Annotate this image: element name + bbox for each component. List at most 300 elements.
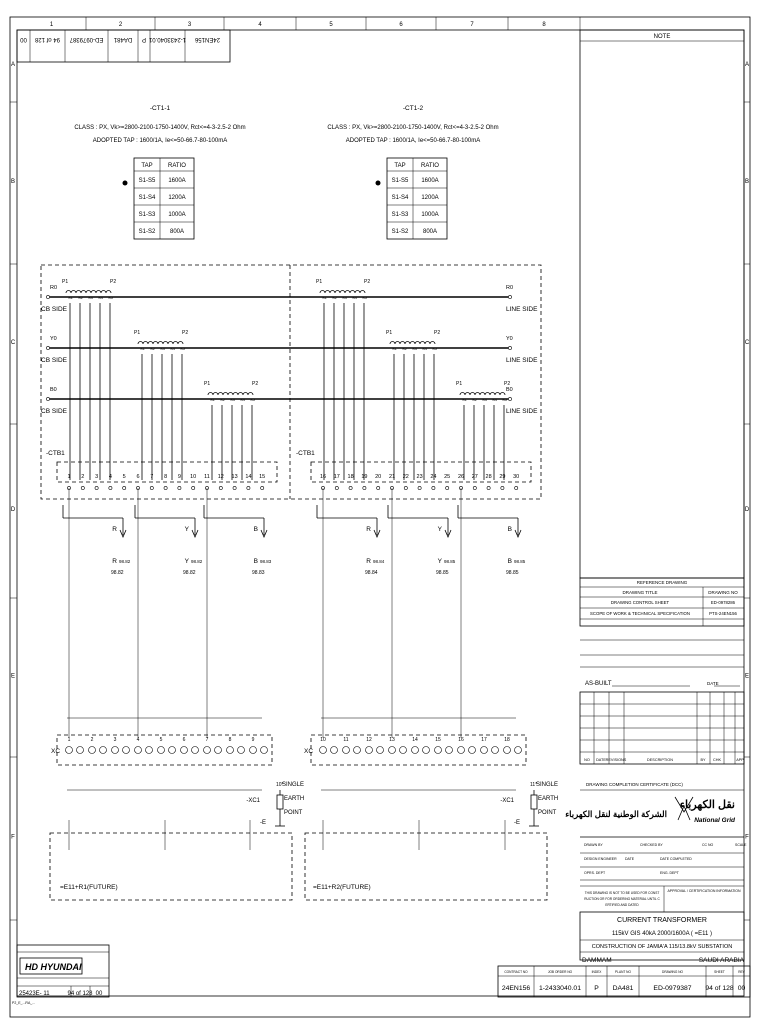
phase-label: Y0 (50, 336, 57, 342)
ref-under: 98.83 (252, 570, 265, 576)
tap-label: S2 (472, 397, 477, 402)
ctb-terminal: 5 (122, 474, 126, 480)
ctb-terminal: 19 (361, 474, 368, 480)
phase-out: R (366, 526, 371, 533)
xc-label: XC (51, 748, 61, 755)
rev-header: DATE (596, 758, 606, 762)
ratio-cell: 1600A (168, 178, 186, 184)
earth-xc: -XC1 (500, 798, 514, 804)
ratio-cell: 800A (169, 229, 185, 235)
row-letter: B (10, 179, 16, 185)
ctb-terminal: 24 (430, 474, 437, 480)
phase-out-label: R (112, 558, 117, 565)
p2-label: P2 (252, 381, 259, 387)
xc-link (469, 747, 476, 754)
location-right: SAUDI ARABIA (698, 957, 744, 964)
ctb-node (473, 486, 476, 489)
xc-link (204, 747, 211, 754)
xc-link (331, 747, 338, 754)
ctb-node (261, 486, 264, 489)
ct-coil (62, 279, 116, 300)
xc-link (215, 747, 222, 754)
ctb-node (178, 486, 181, 489)
xc-link (492, 747, 499, 754)
bus-end (46, 346, 49, 349)
phase-out: Y (437, 526, 442, 533)
ctb-terminal: 10 (190, 474, 197, 480)
xc-link (261, 747, 268, 754)
ratio-cell: 1200A (168, 195, 186, 201)
xc-link (366, 747, 373, 754)
tap-label: S5 (502, 397, 507, 402)
xc-terminal: 1 (67, 737, 71, 743)
tap-label: S3 (160, 346, 165, 351)
bottom-value: ED-0979387 (653, 985, 692, 992)
polarity-dot (376, 181, 381, 186)
coil-winding (66, 291, 111, 294)
xc-link (238, 747, 245, 754)
tap-label: S5 (362, 295, 367, 300)
earth-e: -E (260, 820, 266, 826)
ctb-label: -CTB1 (46, 450, 65, 457)
ctb-terminal: 23 (416, 474, 423, 480)
tap-label: S4 (352, 295, 357, 300)
ctb-node (247, 486, 250, 489)
ctb-node (363, 486, 366, 489)
ratio-cell: 1000A (421, 212, 439, 218)
strip-value: 94 of 128 (34, 36, 61, 42)
col-number: 3 (187, 22, 192, 28)
tap-label: S2 (332, 295, 337, 300)
row-letter: D (744, 507, 750, 513)
xc-terminal: 9 (251, 737, 255, 743)
phase-out-label: B (253, 558, 258, 565)
ref-under: 98.84 (365, 570, 378, 576)
sign-label: DATE COMPLETED (660, 857, 692, 861)
p1-label: P1 (316, 279, 323, 285)
xc-link (389, 747, 396, 754)
bottom-label: JOB ORDER NO (547, 970, 573, 974)
tap-label: S4 (422, 346, 427, 351)
ctb-terminal: 26 (457, 474, 465, 480)
ref-under: 98.85 (506, 570, 519, 576)
tap-label: S4 (170, 346, 175, 351)
ctb-terminal: 7 (150, 474, 154, 480)
tap-label: S4 (492, 397, 497, 402)
ratio-cell: 1000A (168, 212, 186, 218)
ctb-terminal: 6 (136, 474, 140, 480)
disclaimer: RUCTION OR FOR ORDERING MATERIAL UNTIL C (584, 897, 660, 901)
line-side-label: LINE SIDE (506, 357, 538, 364)
xc-terminal: 6 (182, 737, 186, 743)
phase-label: B0 (506, 387, 513, 393)
p2-label: P2 (434, 330, 441, 336)
ctb-label: -CTB1 (296, 450, 315, 457)
tap-label: S1 (68, 295, 73, 300)
earth-label: SINGLE (282, 782, 305, 788)
row-letter: C (10, 340, 16, 346)
xc-terminal: 16 (458, 737, 464, 743)
ratio-cell: 1200A (421, 195, 439, 201)
xc-terminal: 10 (320, 737, 326, 743)
ref-col-title: DRAWING NO (708, 590, 738, 595)
ctb-terminal: 11 (204, 474, 210, 480)
tap-label: S5 (108, 295, 113, 300)
earth-fuse (531, 795, 537, 809)
xc-terminal: 11 (343, 737, 349, 743)
title-line-1: CURRENT TRANSFORMER (617, 917, 707, 924)
p1-label: P1 (386, 330, 393, 336)
phase-out: B (253, 526, 258, 533)
ctb-terminal: 17 (333, 474, 340, 480)
tap-cell: S1-S3 (138, 212, 156, 218)
ctb-terminal: 8 (164, 474, 168, 480)
ctb-node (487, 486, 490, 489)
row-letter: F (11, 834, 15, 841)
ctb-node (404, 486, 407, 489)
ref-header: REFERENCE DRAWING (636, 580, 688, 585)
bottom-value: 24EN156 (501, 985, 531, 992)
xc-link (123, 747, 130, 754)
xc-link (77, 747, 84, 754)
earth-xc: -XC1 (246, 798, 260, 804)
ctb-node (377, 486, 380, 489)
xc-link (66, 747, 73, 754)
sign-label: CHECKED BY (640, 843, 663, 847)
tap-label: S3 (412, 346, 417, 351)
table-header: RATIO (421, 163, 439, 169)
tap-label: S3 (88, 295, 93, 300)
row-letter: D (10, 507, 16, 513)
p1-label: P1 (456, 381, 463, 387)
p2-label: P2 (504, 381, 511, 387)
vendor-rev: 00 (95, 991, 103, 997)
tap-cell: S1-S2 (391, 229, 409, 235)
tap-label: S1 (210, 397, 215, 402)
ctb-terminal: 21 (388, 474, 396, 480)
strip-value: ED-0979387 (69, 36, 104, 42)
phase-out-label: Y (437, 558, 442, 565)
earth-label: POINT (538, 810, 557, 816)
tap-cell: S1-S2 (138, 229, 156, 235)
table-header: RATIO (168, 163, 186, 169)
tap-label: S4 (98, 295, 103, 300)
ctb-node (335, 486, 338, 489)
row-letter: B (744, 179, 750, 185)
ctb-terminal: 4 (108, 474, 112, 480)
rev-header: REVISIONS (605, 758, 627, 762)
tap-label: S3 (482, 397, 487, 402)
xc-link (250, 747, 257, 754)
xc-link (377, 747, 384, 754)
ct-coil (134, 330, 188, 351)
ctb-terminal: 12 (217, 474, 224, 480)
xc-link (146, 747, 153, 754)
ctb-node (81, 486, 84, 489)
ctb-node (233, 486, 236, 489)
title-line-3: CONSTRUCTION OF JAMIA'A 115/13.8kV SUBSTATION (591, 944, 733, 950)
bottom-value: P (594, 985, 599, 992)
phase-out-label: R (366, 558, 371, 565)
ct2-adopted: ADOPTED TAP : 1600/1A, Ie<=50-66.7-80-100mA (345, 138, 481, 144)
vendor-code: 25423E- 11 (19, 991, 50, 997)
ref-no-cell: PTS-24EN156 (709, 611, 737, 616)
approval-label: APPROVAL / CERTIFICATION INFORMATION (667, 889, 741, 893)
ctb-terminal: 14 (245, 474, 252, 480)
p1-label: P1 (62, 279, 69, 285)
sign-label: DRAWN BY (584, 843, 603, 847)
cb-side-label: CB SIDE (41, 357, 68, 364)
phase-out: Y (184, 526, 189, 533)
ctb-terminal: 27 (471, 474, 478, 480)
ctb-terminal: 1 (67, 474, 71, 480)
rev-header: NO (584, 758, 590, 762)
coil-winding (460, 393, 505, 396)
ctb-terminal: 28 (485, 474, 492, 480)
strip-value: 24EN156 (194, 36, 221, 42)
strip-value: DA481 (113, 36, 133, 42)
earth-label: SINGLE (536, 782, 559, 788)
strip-value: P (141, 36, 147, 42)
location-left: DAMMAM (582, 957, 612, 964)
ctb-terminal: 2 (81, 474, 85, 480)
company-en: National Grid (694, 817, 735, 824)
sign-label: DESIGN ENGINEER (584, 857, 617, 861)
xc-terminal: 14 (412, 737, 418, 743)
company-ar2: الشركة الوطنية لنقل الكهرباء (565, 809, 667, 819)
ctb-terminal: 13 (231, 474, 238, 480)
future-label: =E11+R1(FUTURE) (60, 884, 118, 891)
earth-label: EARTH (538, 796, 559, 802)
ref-no-cell: ED-0978286 (710, 600, 736, 605)
coil-winding (138, 342, 183, 345)
phase-label: R0 (50, 285, 58, 291)
ct1-adopted: ADOPTED TAP : 1600/1A, Ie<=50-66.7-80-100mA (92, 138, 228, 144)
bottom-label: PLANT NO (615, 970, 631, 974)
ct-coil (456, 381, 510, 402)
tap-label: S2 (220, 397, 225, 402)
row-letter: C (744, 340, 750, 346)
ctb-terminal: 22 (402, 474, 409, 480)
bottom-label: REV (738, 970, 745, 974)
ct-coil (204, 381, 258, 402)
bus-end (508, 397, 511, 400)
polarity-dot (123, 181, 128, 186)
tap-label: S3 (342, 295, 347, 300)
xc-link (458, 747, 465, 754)
ratio-cell: 800A (422, 229, 438, 235)
vendor-sheet: 94 of 128 (67, 991, 93, 997)
row-letter: F (745, 834, 749, 841)
vendor-logo-text: HD HYUNDAI (25, 962, 82, 972)
tap-label: S5 (180, 346, 185, 351)
rev-header: CHK (712, 758, 722, 762)
tap-label: S4 (240, 397, 245, 402)
future-label: =E11+R2(FUTURE) (313, 884, 371, 891)
strip-value: 1-2433040.01 (148, 36, 187, 42)
ctb-node (219, 486, 222, 489)
col-number: 1 (49, 22, 54, 28)
xc-link (112, 747, 119, 754)
col-number: 6 (399, 22, 403, 28)
bus-end (46, 397, 49, 400)
phase-out: R (112, 526, 117, 533)
bus-end (46, 295, 49, 298)
sign-label: OPRS. DEPT (584, 871, 606, 875)
ratio-cell: 1600A (421, 178, 439, 184)
xc-link (181, 747, 188, 754)
tap-label: S5 (250, 397, 255, 402)
ctb-terminal: 30 (513, 474, 520, 480)
line-side-label: LINE SIDE (506, 306, 538, 313)
inner-border (17, 30, 744, 996)
cb-side-label: CB SIDE (41, 306, 68, 313)
xc-link (423, 747, 430, 754)
tap-label: S1 (322, 295, 327, 300)
bus-end (508, 346, 511, 349)
ctb-terminal: 3 (95, 474, 99, 480)
ct-enclosure (41, 265, 541, 499)
earth-label: POINT (284, 810, 303, 816)
ctb-node (446, 486, 449, 489)
disclaimer: ERTIFIED AND DATED (605, 903, 639, 907)
file-ref: P2_E_...RA_... (12, 1001, 36, 1005)
earth-num: 10* (276, 782, 284, 788)
p2-label: P2 (182, 330, 189, 336)
sign-label: CC NO (702, 843, 714, 847)
xc-link (158, 747, 165, 754)
phase-label: R0 (506, 285, 514, 291)
title-line-2: 115kV GIS 40kA 2000/1600A ( =E11 ) (611, 931, 713, 937)
sign-label: SCALE (735, 843, 747, 847)
tap-label: S1 (392, 346, 397, 351)
tap-label: S1 (462, 397, 467, 402)
xc-terminal: 3 (113, 737, 117, 743)
ctb-node (349, 486, 352, 489)
xc-terminal: 12 (366, 737, 372, 743)
xc-link (515, 747, 522, 754)
ref-sub: 98.85 (514, 559, 526, 564)
ctb-terminal: 25 (444, 474, 451, 480)
xc-terminal: 2 (90, 737, 94, 743)
col-number: 8 (542, 22, 546, 28)
tap-cell: S1-S4 (391, 195, 409, 201)
coil-winding (390, 342, 435, 345)
ct2-class: CLASS : PX, Vk>=2800-2100-1750-1400V, Rct<=4-3-2.5-2 Ohm (327, 125, 499, 131)
ref-title-cell: SCOPE OF WORK & TECHNICAL SPECIFICATION (590, 611, 690, 616)
bottom-label: SHEET (714, 970, 725, 974)
xc-terminal: 5 (159, 737, 163, 743)
xc-link (446, 747, 453, 754)
tap-label: S5 (432, 346, 437, 351)
ct2-title: -CT1-2 (402, 105, 424, 112)
ref-sub: 98.83 (260, 559, 272, 564)
xc-link (400, 747, 407, 754)
xc-link (435, 747, 442, 754)
ref-sub: 98.85 (444, 559, 456, 564)
xc-link (504, 747, 511, 754)
xc-terminal: 8 (228, 737, 232, 743)
p2-label: P2 (364, 279, 371, 285)
xc-link (135, 747, 142, 754)
xc-link (227, 747, 234, 754)
as-built-date: DATE (707, 681, 719, 686)
ctb-node (432, 486, 435, 489)
note-header: NOTE (653, 34, 671, 40)
bottom-label: CONTRACT NO (504, 970, 528, 974)
title-strip (17, 30, 230, 62)
ct1-class: CLASS : PX, Vk>=2800-2100-1750-1400V, Rct<=4-3-2.5-2 Ohm (74, 125, 246, 131)
earth-fuse (277, 795, 283, 809)
coil-winding (208, 393, 253, 396)
bottom-value: 00 (737, 985, 746, 992)
ctb-terminal: 16 (319, 474, 327, 480)
ctb-node (95, 486, 98, 489)
tap-cell: S1-S5 (391, 178, 409, 184)
tap-label: S2 (402, 346, 407, 351)
phase-label: B0 (50, 387, 57, 393)
xc-label: XC (304, 748, 314, 755)
col-number: 2 (118, 22, 123, 28)
ctb-terminal: 9 (177, 474, 181, 480)
row-letter: E (10, 673, 16, 680)
xc-link (412, 747, 419, 754)
bottom-label: INDEX (591, 970, 602, 974)
rev-header: BY (700, 758, 706, 762)
row-letter: E (744, 673, 750, 680)
bottom-label: DRAWING NO (662, 970, 683, 974)
line-side-label: LINE SIDE (506, 408, 538, 415)
ctb-node (192, 486, 195, 489)
xc-link (100, 747, 107, 754)
sign-label: ENG. DEPT (660, 871, 679, 875)
tap-cell: S1-S4 (138, 195, 156, 201)
row-letter: A (744, 62, 750, 68)
p1-label: P1 (204, 381, 211, 387)
p2-label: P2 (110, 279, 117, 285)
company-ar1: نقل الكهرباء (679, 799, 735, 811)
cb-side-label: CB SIDE (41, 408, 68, 415)
phase-out: B (507, 526, 512, 533)
xc-link (481, 747, 488, 754)
tap-cell: S1-S3 (391, 212, 409, 218)
col-number: 7 (470, 22, 474, 28)
tap-label: S2 (78, 295, 83, 300)
earth-label: EARTH (284, 796, 305, 802)
ref-sub: 98.84 (373, 559, 385, 564)
rev-header: DESCRIPTION (647, 758, 673, 762)
ct-coil (386, 330, 440, 351)
as-built-label: AS-BUILT (585, 681, 612, 687)
ctb-node (515, 486, 518, 489)
earth-num: 11* (530, 782, 538, 788)
xc-link (169, 747, 176, 754)
xc-terminal: 17 (481, 737, 487, 743)
xc-link (89, 747, 96, 754)
disclaimer: THIS DRAWING IS NOT TO BE USED FOR CONST (584, 891, 660, 895)
xc-link (320, 747, 327, 754)
phase-out-label: Y (184, 558, 189, 565)
ct1-title: -CT1-1 (149, 105, 171, 112)
xc-terminal: 13 (389, 737, 395, 743)
ref-sub: 98.82 (119, 559, 131, 564)
col-number: 5 (329, 22, 333, 28)
sign-label: DATE (625, 857, 635, 861)
xc-link (343, 747, 350, 754)
xc-link (354, 747, 361, 754)
p1-label: P1 (134, 330, 141, 336)
ctb-node (418, 486, 421, 489)
